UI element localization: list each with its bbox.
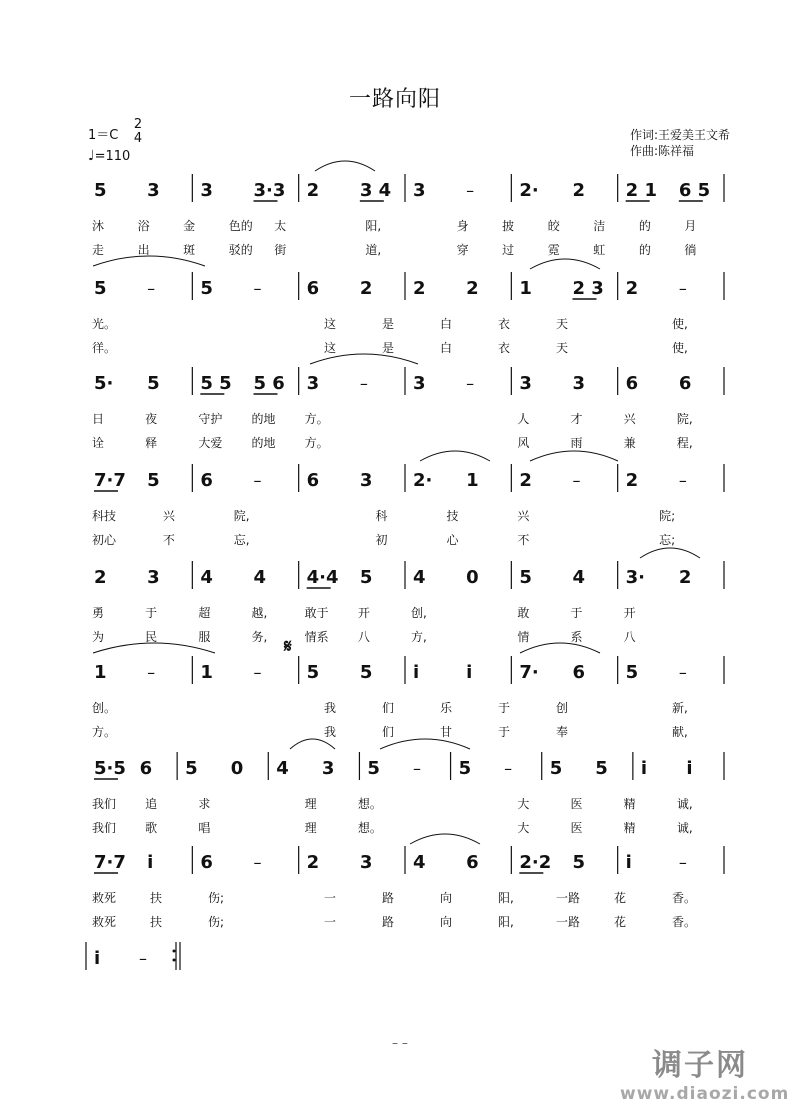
lyric-verse-1: 披 <box>502 219 515 233</box>
slur-arc <box>380 739 470 749</box>
note: 2· <box>413 470 433 491</box>
lyric-verse-2: 使, <box>672 341 688 355</box>
lyric-verse-2: 风 <box>517 436 530 450</box>
lyric-verse-1: 创。 <box>92 701 117 715</box>
slur-arc <box>310 354 418 364</box>
lyric-verse-1: 医 <box>570 797 583 811</box>
meter-top: 2 <box>133 117 143 132</box>
note: 3 <box>147 567 160 588</box>
lyric-verse-2: 释 <box>145 436 158 450</box>
lyric-verse-1: 太 <box>274 219 287 233</box>
lyric-verse-2: 花 <box>614 915 627 929</box>
lyric-verse-1: 色的 <box>228 219 253 233</box>
note: 3·3 <box>253 180 286 201</box>
lyric-verse-1: 伤; <box>208 891 225 905</box>
repeat-dot <box>173 959 176 962</box>
note: 5· <box>94 373 114 394</box>
duration-dash: – <box>466 374 475 393</box>
note: 2 <box>572 180 586 201</box>
lyric-verse-1: 向 <box>440 891 453 905</box>
lyric-verse-1: 敢 <box>517 606 530 620</box>
lyric-verse-1: 才 <box>570 412 583 426</box>
lyric-verse-2: 白 <box>440 341 453 355</box>
lyric-verse-2: 是 <box>382 341 395 355</box>
note: 5 <box>625 662 639 683</box>
lyric-verse-1: 新, <box>672 701 688 715</box>
lyric-verse-1: 我们 <box>92 797 117 811</box>
lyric-verse-1: 开 <box>623 606 636 620</box>
lyric-verse-2: 服 <box>198 630 211 644</box>
lyric-verse-1: 是 <box>382 317 395 331</box>
lyric-verse-1: 人 <box>517 412 530 426</box>
lyric-verse-1: 超 <box>198 606 211 620</box>
lyric-verse-2: 徉。 <box>92 341 117 355</box>
note: 2 <box>413 278 426 299</box>
duration-dash: – <box>413 759 421 778</box>
duration-dash: – <box>253 279 262 298</box>
duration-dash: – <box>678 663 687 682</box>
note: 3 <box>413 180 426 201</box>
slur-arc <box>640 548 700 558</box>
lyric-verse-2: 向 <box>440 915 453 929</box>
note: 5 <box>359 662 373 683</box>
note: 2 <box>678 567 692 588</box>
note: 1 <box>519 278 532 299</box>
lyric-verse-2: 霓 <box>547 243 560 257</box>
song-title: 一路向阳 <box>348 87 441 112</box>
note: 7·7 <box>94 470 126 491</box>
lyric-verse-1: 的 <box>638 219 651 233</box>
lyric-verse-1: 光。 <box>92 317 117 331</box>
lyric-verse-1: 科 <box>375 509 388 523</box>
note: 1 <box>466 470 479 491</box>
lyric-verse-1: 求 <box>198 797 211 811</box>
lyric-verse-2: 理 <box>304 821 317 835</box>
lyric-verse-1: 日 <box>92 412 105 426</box>
note: 6 <box>466 852 479 873</box>
lyric-verse-1: 科技 <box>92 509 117 523</box>
lyric-verse-2: 徜 <box>684 243 697 257</box>
note: 5 <box>572 852 586 873</box>
note: i <box>147 852 154 873</box>
note: 3 <box>359 470 373 491</box>
lyric-verse-2: 奉 <box>556 725 569 739</box>
lyric-verse-1: 追 <box>145 797 158 811</box>
note: 5 <box>458 758 472 779</box>
note: 5 <box>147 373 160 394</box>
note: 5 <box>359 567 373 588</box>
lyric-verse-2: 于 <box>498 725 511 739</box>
duration-dash: – <box>147 663 156 682</box>
note: 3 <box>359 852 373 873</box>
note: 4 <box>200 567 213 588</box>
lyric-verse-1: 天 <box>556 317 569 331</box>
lyric-verse-2: 这 <box>324 341 337 355</box>
slur-arc <box>530 259 600 269</box>
lyric-verse-1: 院; <box>659 509 676 523</box>
lyric-verse-2: 天 <box>556 341 569 355</box>
lyric-verse-1: 开 <box>357 606 370 620</box>
lyric-verse-2: 兼 <box>623 436 636 450</box>
lyric-verse-2: 的 <box>638 243 651 257</box>
lyric-verse-1: 创 <box>556 701 569 715</box>
lyric-verse-2: 斑 <box>183 243 196 257</box>
watermark-url: www.diaozi.com <box>620 1084 790 1104</box>
lyric-verse-1: 阳, <box>498 891 514 905</box>
note: 6 <box>139 758 153 779</box>
lyric-verse-2: 忘; <box>659 533 676 547</box>
lyric-verse-1: 香。 <box>672 891 697 905</box>
lyric-verse-1: 兴 <box>162 509 175 523</box>
note: 3 <box>413 373 426 394</box>
duration-dash: – <box>253 853 262 872</box>
lyric-verse-2: 们 <box>382 725 395 739</box>
lyric-verse-2: 方。 <box>304 436 329 450</box>
lyric-verse-1: 大 <box>517 797 530 811</box>
lyric-verse-1: 夜 <box>145 412 158 426</box>
note: 3 <box>519 373 532 394</box>
note: 2 1 <box>625 180 657 201</box>
lyric-verse-2: 八 <box>623 630 636 644</box>
note: 5·5 <box>94 758 126 779</box>
duration-dash: – <box>504 759 513 778</box>
lyric-verse-1: 诚, <box>676 797 693 811</box>
duration-dash: – <box>678 853 687 872</box>
lyric-verse-1: 洁 <box>593 219 606 233</box>
lyric-verse-2: 不 <box>517 533 530 547</box>
lyric-verse-2: 街 <box>274 243 287 257</box>
note: 5 <box>200 278 213 299</box>
note: 2 <box>625 470 639 491</box>
note: 7·7 <box>94 852 126 873</box>
lyric-verse-2: 一路 <box>556 915 581 929</box>
note: 2· <box>519 180 539 201</box>
duration-dash: – <box>572 471 581 490</box>
lyric-verse-2: 精 <box>623 821 636 835</box>
lyric-verse-2: 唱 <box>198 821 211 835</box>
lyric-verse-2: 心 <box>446 533 459 547</box>
lyric-verse-2: 初心 <box>92 533 117 547</box>
note: 5 6 <box>253 373 285 394</box>
lyric-verse-2: 道, <box>365 243 382 257</box>
page-footer: – – <box>392 1036 408 1050</box>
note: i <box>640 758 648 779</box>
lyric-verse-2: 衣 <box>498 341 511 355</box>
note: 5 <box>94 180 107 201</box>
note: 6 <box>306 470 320 491</box>
lyric-verse-2: 方。 <box>92 725 117 739</box>
note: 2 <box>359 278 373 299</box>
slur-arc <box>420 451 490 461</box>
lyric-verse-2: 八 <box>357 630 370 644</box>
duration-dash: – <box>139 949 147 968</box>
lyric-verse-2: 穿 <box>456 243 469 257</box>
lyric-verse-1: 一 <box>324 891 337 905</box>
lyric-verse-2: 医 <box>570 821 583 835</box>
lyric-verse-1: 勇 <box>92 606 105 620</box>
note: 6 <box>200 852 213 873</box>
lyric-verse-2: 大爱 <box>198 436 223 450</box>
site-watermark <box>620 1040 790 1104</box>
note: 6 <box>678 373 692 394</box>
note: 1 <box>94 662 107 683</box>
lyric-verse-1: 身 <box>456 219 469 233</box>
note: 2 <box>625 278 639 299</box>
lyric-verse-1: 想。 <box>357 797 382 811</box>
lyric-verse-2: 甘 <box>440 725 453 739</box>
lyric-verse-2: 情 <box>517 630 530 644</box>
lyric-verse-1: 皎 <box>547 219 560 233</box>
note: 4 <box>572 567 586 588</box>
lyricist-credit: 作词:王爱美王文希 <box>630 128 731 142</box>
lyric-verse-1: 守护 <box>198 412 223 426</box>
lyric-verse-1: 扶 <box>150 891 163 905</box>
lyric-verse-2: 歌 <box>145 821 158 835</box>
note: 6 <box>306 278 320 299</box>
note: 2 <box>306 180 320 201</box>
note: 6 <box>625 373 639 394</box>
note: 5 <box>147 470 160 491</box>
lyric-verse-1: 理 <box>304 797 317 811</box>
note: 5 <box>94 278 107 299</box>
lyric-verse-1: 技 <box>446 509 459 523</box>
lyric-verse-1: 于 <box>498 701 511 715</box>
note: 6 <box>200 470 213 491</box>
duration-dash: – <box>359 374 368 393</box>
note: i <box>625 852 632 873</box>
lyric-verse-2: 献, <box>672 725 688 739</box>
note: i <box>466 662 473 683</box>
lyric-verse-2: 程, <box>676 436 693 450</box>
lyric-verse-1: 路 <box>382 891 395 905</box>
note: 3 <box>306 373 320 394</box>
quarter-note-icon: ♩ <box>88 148 95 164</box>
lyric-verse-1: 衣 <box>498 317 511 331</box>
lyric-verse-1: 精 <box>623 797 636 811</box>
slur-arc <box>410 834 480 844</box>
lyric-verse-1: 使, <box>672 317 688 331</box>
repeat-dot <box>173 950 176 953</box>
composer-credit: 作曲:陈祥福 <box>630 144 695 158</box>
note: 2 <box>466 278 479 299</box>
lyric-verse-2: 想。 <box>357 821 382 835</box>
lyric-verse-2: 香。 <box>672 915 697 929</box>
note: 5 <box>367 758 380 779</box>
lyric-verse-2: 为 <box>92 630 105 644</box>
slur-arc <box>290 739 335 749</box>
lyric-verse-2: 阳, <box>498 915 514 929</box>
lyric-verse-1: 越, <box>251 606 268 620</box>
lyric-verse-1: 创, <box>411 606 427 620</box>
lyric-verse-1: 的地 <box>251 412 276 426</box>
lyric-verse-2: 诠 <box>92 436 105 450</box>
note: 3· <box>625 567 646 588</box>
lyric-verse-2: 走 <box>92 243 105 257</box>
slur-arc <box>93 256 205 266</box>
lyric-verse-2: 务, <box>251 630 268 644</box>
lyric-verse-1: 救死 <box>92 891 117 905</box>
lyric-verse-2: 诚, <box>676 821 693 835</box>
note: 2 <box>94 567 107 588</box>
note: 5 <box>185 758 198 779</box>
segno-sign: 𝄋 <box>284 636 292 657</box>
duration-dash: – <box>147 279 156 298</box>
slur-arc <box>93 643 215 653</box>
note: 4 <box>413 852 426 873</box>
lyric-verse-1: 沐 <box>92 219 105 233</box>
slur-arc <box>520 643 600 653</box>
lyric-verse-2: 方, <box>411 630 427 644</box>
duration-dash: – <box>678 279 687 298</box>
lyric-verse-1: 们 <box>382 701 395 715</box>
note: 5 <box>306 662 320 683</box>
note: 3 4 <box>359 180 392 201</box>
duration-dash: – <box>253 471 262 490</box>
note: 3 <box>572 373 586 394</box>
note: 7· <box>519 662 539 683</box>
duration-dash: – <box>678 471 687 490</box>
lyric-verse-2: 大 <box>517 821 530 835</box>
lyric-verse-1: 一路 <box>556 891 581 905</box>
lyric-verse-1: 于 <box>145 606 158 620</box>
note: 2 3 <box>572 278 604 299</box>
lyric-verse-1: 乐 <box>440 701 453 715</box>
lyric-verse-2: 虹 <box>593 243 606 257</box>
note: 0 <box>466 567 479 588</box>
note: 3 <box>200 180 213 201</box>
note: 4·4 <box>306 567 339 588</box>
lyric-verse-1: 于 <box>570 606 583 620</box>
lyric-verse-2: 情系 <box>304 630 329 644</box>
lyric-verse-2: 扶 <box>150 915 163 929</box>
lyric-verse-2: 一 <box>324 915 337 929</box>
lyric-verse-2: 过 <box>502 243 515 257</box>
lyric-verse-2: 伤; <box>208 915 225 929</box>
lyric-verse-1: 浴 <box>137 219 150 233</box>
lyric-verse-1: 敢于 <box>304 606 329 620</box>
note: 4 <box>253 567 267 588</box>
note: 3 <box>147 180 160 201</box>
duration-dash: – <box>466 181 475 200</box>
watermark-name: 调子网 <box>652 1048 748 1083</box>
lyric-verse-2: 驳的 <box>228 243 253 257</box>
note: 4 <box>413 567 426 588</box>
lyric-verse-1: 白 <box>440 317 453 331</box>
slur-arc <box>315 161 375 171</box>
lyric-verse-2: 我们 <box>92 821 117 835</box>
note: 5 <box>519 567 532 588</box>
note: i <box>686 758 693 779</box>
lyric-verse-2: 救死 <box>92 915 117 929</box>
lyric-verse-1: 兴 <box>623 412 636 426</box>
lyric-verse-2: 我 <box>324 725 337 739</box>
lyric-verse-1: 院, <box>676 412 693 426</box>
tempo-value: =110 <box>94 149 131 164</box>
lyric-verse-2: 不 <box>162 533 175 547</box>
lyric-verse-1: 这 <box>324 317 337 331</box>
lyric-verse-1: 兴 <box>517 509 530 523</box>
lyric-verse-1: 我 <box>324 701 337 715</box>
lyric-verse-1: 阳, <box>365 219 382 233</box>
slur-arc <box>530 451 618 461</box>
lyric-verse-2: 忘, <box>233 533 250 547</box>
note: 2 <box>306 852 320 873</box>
note: i <box>413 662 420 683</box>
lyric-verse-2: 的地 <box>251 436 276 450</box>
lyric-verse-2: 系 <box>570 630 583 644</box>
note: 3 <box>321 758 335 779</box>
note: 5 5 <box>200 373 232 394</box>
note: 5 <box>549 758 563 779</box>
note: 1 <box>200 662 213 683</box>
lyric-verse-2: 出 <box>137 243 150 257</box>
lyric-verse-1: 院, <box>233 509 250 523</box>
note: 0 <box>230 758 244 779</box>
lyric-verse-1: 方。 <box>304 412 329 426</box>
note: 2·2 <box>519 852 552 873</box>
lyric-verse-1: 金 <box>183 219 196 233</box>
key-signature: 1＝C <box>88 128 119 143</box>
note: 2 <box>519 470 532 491</box>
lyric-verse-1: 月 <box>684 219 697 233</box>
note: 6 <box>572 662 586 683</box>
note: i <box>94 948 101 969</box>
duration-dash: – <box>253 663 262 682</box>
lyric-verse-2: 民 <box>145 630 158 644</box>
lyric-verse-1: 花 <box>614 891 627 905</box>
note: 4 <box>276 758 289 779</box>
lyric-verse-2: 雨 <box>570 436 583 450</box>
note: 6 5 <box>678 180 711 201</box>
lyric-verse-2: 路 <box>382 915 395 929</box>
note: 5 <box>595 758 608 779</box>
lyric-verse-2: 初 <box>375 533 388 547</box>
meter-bottom: 4 <box>133 131 143 146</box>
